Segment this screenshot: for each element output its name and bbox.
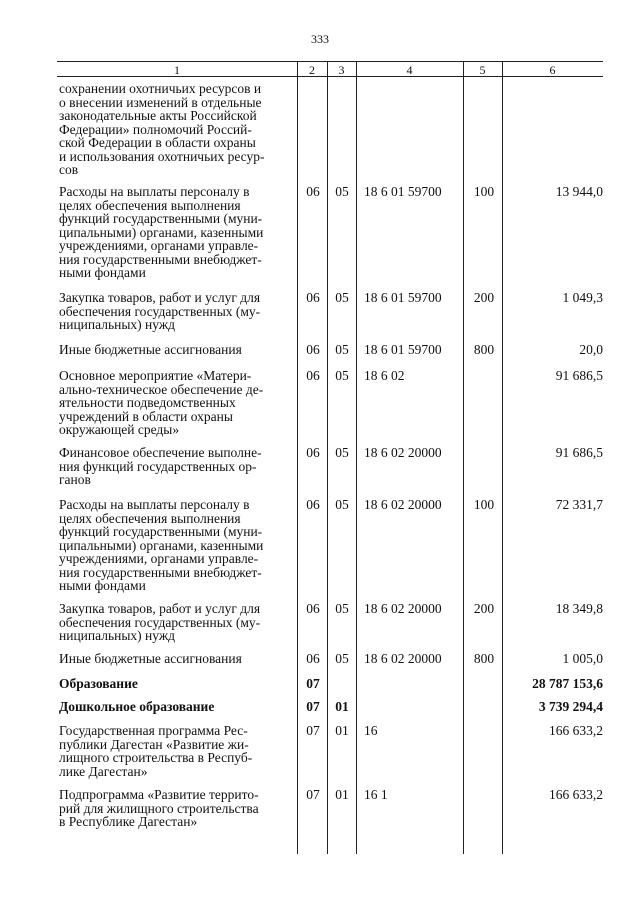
target-article-code: 18 6 01 59700 <box>364 184 442 199</box>
section-code: 06 <box>306 651 320 666</box>
section-code: 06 <box>306 601 320 616</box>
description-line: ниципальных) нужд <box>59 628 176 643</box>
description-line: функций государственными (муни- <box>59 524 263 539</box>
row-description <box>59 700 291 714</box>
expense-type-code: 200 <box>473 290 495 305</box>
description-line: Образование <box>59 676 138 691</box>
description-line: Расходы на выплаты персоналу в <box>59 184 250 199</box>
description-line: Закупка товаров, работ и услуг для <box>59 290 261 305</box>
description-line: рий для жилищного строительства <box>59 800 259 816</box>
section-code: 06 <box>306 368 320 383</box>
description-line: законодательные акты Российской <box>59 108 257 123</box>
amount: 28 787 153,6 <box>532 676 603 691</box>
target-article-code: 16 1 <box>364 787 388 802</box>
description-line: обеспечения государственных (му- <box>59 614 261 630</box>
description-line: Иные бюджетные ассигнования <box>59 342 242 357</box>
section-code: 07 <box>306 787 320 802</box>
description-line: в Республике Дагестан» <box>59 814 198 829</box>
description-line: лищного строительства в Респуб- <box>59 750 253 765</box>
description-line: Государственная программа Рес- <box>59 723 248 738</box>
subsection-code: 05 <box>335 601 349 616</box>
row-description <box>59 724 291 778</box>
description-line: сохранении охотничьих ресурсов и <box>59 81 262 96</box>
expense-type-code: 800 <box>473 342 495 357</box>
section-code: 06 <box>306 445 320 460</box>
description-line: целях обеспечения выполнения <box>59 510 241 526</box>
description-line: ния функций государственных ор- <box>59 458 257 474</box>
expense-type-code: 200 <box>473 601 495 616</box>
description-line: ния государственными внебюджет- <box>59 564 262 580</box>
section-code: 07 <box>306 723 320 738</box>
target-article-code: 16 <box>364 723 378 738</box>
row-description <box>59 446 291 487</box>
description-line: функций государственными (муни- <box>59 211 263 226</box>
col-divider-3 <box>356 61 357 854</box>
description-line: Подпрограмма «Развитие террито- <box>59 787 259 802</box>
row-description <box>59 82 291 177</box>
row-description <box>59 291 291 332</box>
description-line: и использования охотничьих ресур- <box>59 148 265 164</box>
target-article-code: 18 6 02 20000 <box>364 497 442 512</box>
target-article-code: 18 6 02 20000 <box>364 651 442 666</box>
section-code: 07 <box>306 676 320 691</box>
description-line: ниципальных) нужд <box>59 317 176 332</box>
description-line: Дошкольное образование <box>59 699 215 714</box>
expense-type-code: 100 <box>473 184 495 199</box>
description-line: публики Дагестан «Развитие жи- <box>59 736 249 752</box>
column-header-6: 6 <box>549 63 556 77</box>
description-line: ципальными) органами, казенными <box>59 537 264 553</box>
description-line: окружающей среды» <box>59 422 180 437</box>
description-line: сов <box>59 162 79 177</box>
subsection-code: 05 <box>335 290 349 305</box>
description-line: ными фондами <box>59 578 146 593</box>
description-line: ской Федерации в области охраны <box>59 135 256 150</box>
subsection-code: 05 <box>335 651 349 666</box>
page-number: 333 <box>311 32 329 46</box>
section-code: 06 <box>306 342 320 357</box>
target-article-code: 18 6 02 20000 <box>364 445 442 460</box>
description-line: Финансовое обеспечение выполне- <box>59 445 262 460</box>
row-description <box>59 602 291 643</box>
target-article-code: 18 6 01 59700 <box>364 290 442 305</box>
section-code: 06 <box>306 184 320 199</box>
amount: 1 005,0 <box>562 651 603 666</box>
description-line: Основное мероприятие «Матери- <box>59 368 252 383</box>
amount: 20,0 <box>579 342 603 357</box>
amount: 13 944,0 <box>555 184 603 199</box>
description-line: Федерации» полномочий Россий- <box>59 121 252 137</box>
description-line: ния государственными внебюджет- <box>59 251 262 267</box>
col-divider-5 <box>502 61 503 854</box>
description-line: ными фондами <box>59 265 146 280</box>
subsection-code: 01 <box>335 699 349 714</box>
column-header-2: 2 <box>309 63 315 77</box>
description-line: ципальными) органами, казенными <box>59 224 264 240</box>
description-line: Закупка товаров, работ и услуг для <box>59 601 261 616</box>
description-line: ганов <box>59 472 91 487</box>
amount: 166 633,2 <box>549 787 603 802</box>
subsection-code: 01 <box>335 723 349 738</box>
subsection-code: 05 <box>335 342 349 357</box>
column-header-1: 1 <box>174 63 180 77</box>
target-article-code: 18 6 01 59700 <box>364 342 442 357</box>
description-line: ятельности подведомственных <box>59 395 236 410</box>
row-description <box>59 185 291 280</box>
description-line: обеспечения государственных (му- <box>59 303 261 319</box>
subsection-code: 05 <box>335 497 349 512</box>
amount: 18 349,8 <box>555 601 603 616</box>
section-code: 06 <box>306 497 320 512</box>
row-description <box>59 343 291 357</box>
amount: 166 633,2 <box>549 723 603 738</box>
target-article-code: 18 6 02 20000 <box>364 601 442 616</box>
description-line: Расходы на выплаты персоналу в <box>59 497 250 512</box>
section-code: 06 <box>306 290 320 305</box>
row-description <box>59 788 291 829</box>
target-article-code: 18 6 02 <box>364 368 405 383</box>
expense-type-code: 100 <box>473 497 495 512</box>
row-description <box>59 369 291 437</box>
description-line: учреждений в области охраны <box>59 408 233 424</box>
section-code: 07 <box>306 699 320 714</box>
expense-type-code: 800 <box>473 651 495 666</box>
column-header-4: 4 <box>406 63 413 77</box>
amount: 91 686,5 <box>555 368 603 383</box>
row-description <box>59 652 291 666</box>
description-line: Иные бюджетные ассигнования <box>59 651 242 666</box>
row-description <box>59 677 291 691</box>
description-line: целях обеспечения выполнения <box>59 197 241 213</box>
subsection-code: 01 <box>335 787 349 802</box>
amount: 72 331,7 <box>555 497 603 512</box>
subsection-code: 05 <box>335 184 349 199</box>
column-header-3: 3 <box>338 63 345 77</box>
description-line: учреждениями, органами управле- <box>59 551 259 566</box>
amount: 3 739 294,4 <box>538 699 603 714</box>
row-description <box>59 498 291 593</box>
amount: 91 686,5 <box>555 445 603 460</box>
description-line: лике Дагестан» <box>59 763 148 779</box>
description-line: учреждениями, органами управле- <box>59 238 259 253</box>
column-header-5: 5 <box>479 63 486 77</box>
description-line: ально-техническое обеспечение де- <box>59 381 264 397</box>
subsection-code: 05 <box>335 445 349 460</box>
amount: 1 049,3 <box>562 290 603 305</box>
description-line: о внесении изменений в отдельные <box>59 94 262 110</box>
header-top-rule <box>57 61 603 62</box>
subsection-code: 05 <box>335 368 349 383</box>
